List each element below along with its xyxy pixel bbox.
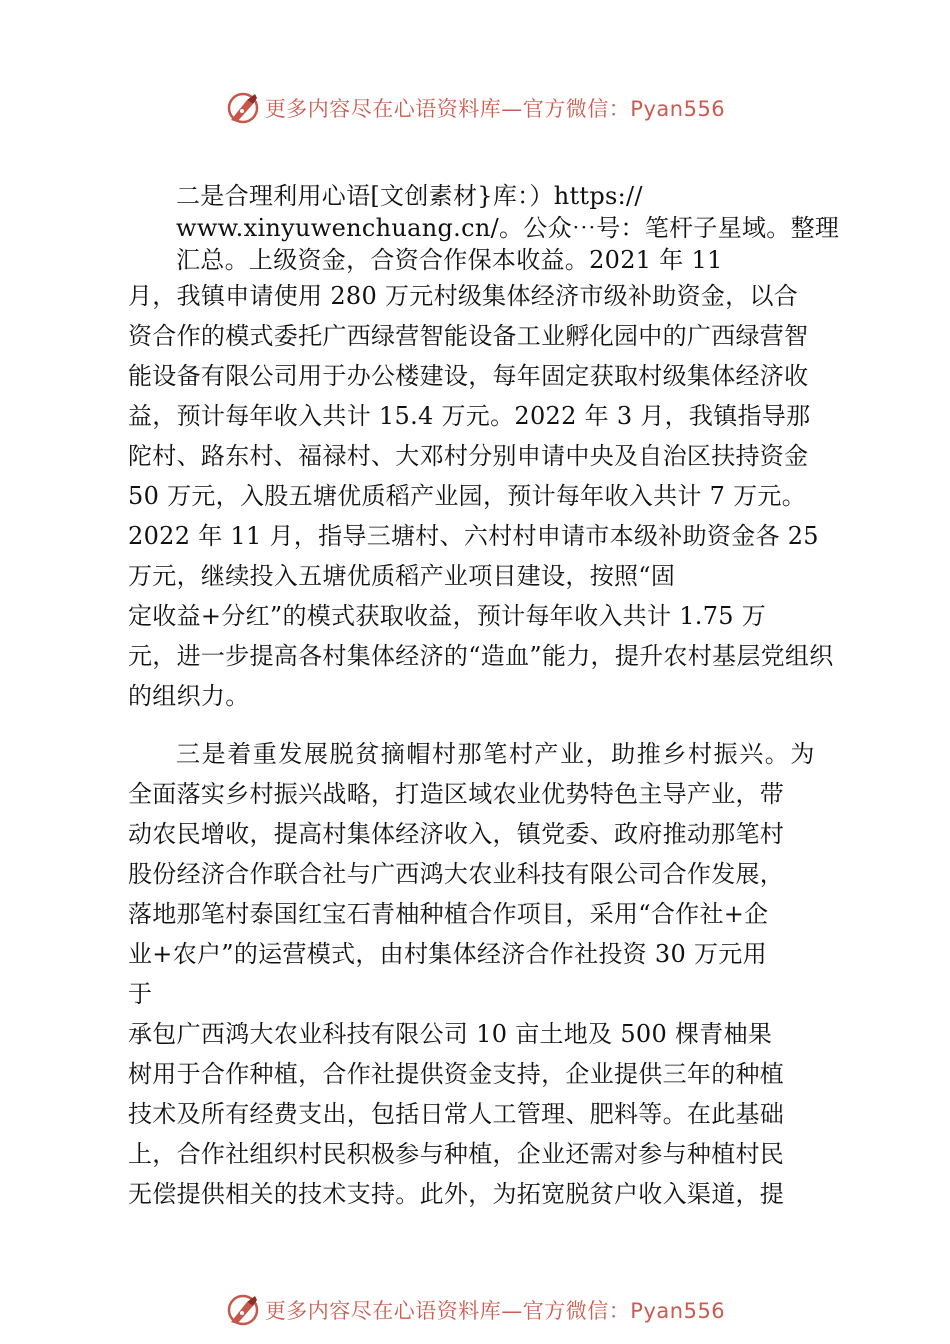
text-line: 无偿提供相关的技术支持。此外，为拓宽脱贫户收入渠道，提 [128, 1180, 785, 1208]
pen-nib-logo-icon [225, 90, 261, 126]
text-line: 50 万元，入股五塘优质稻产业园，预计每年收入共计 7 万元。 [128, 482, 806, 510]
text-line: 二是合理利用心语[文创素材}库：）https:// [176, 182, 643, 210]
paragraph-2 [128, 734, 828, 1214]
text-line: 承包广西鸿大农业科技有限公司 10 亩土地及 500 棵青柚果 [128, 1020, 773, 1048]
text-line: 资合作的模式委托广西绿营智能设备工业孵化园中的广西绿营智 [128, 322, 809, 350]
text-line: 技术及所有经费支出，包括日常人工管理、肥料等。在此基础 [128, 1100, 785, 1128]
document-body [128, 180, 840, 1214]
text-line: 动农民增收，提高村集体经济收入，镇党委、政府推动那笔村 [128, 820, 785, 848]
text-line: 的组织力。 [128, 682, 250, 710]
paragraph-1 [128, 180, 840, 716]
footer-banner [0, 1290, 950, 1330]
text-line: 益，预计每年收入共计 15.4 万元。2022 年 3 月，我镇指导那 [128, 402, 811, 430]
text-line: 落地那笔村泰国红宝石青柚种植合作项目，采用“合作社+企 [128, 900, 769, 928]
text-line: 元，进一步提高各村集体经济的“造血”能力，提升农村基层党组织 [128, 642, 834, 670]
text-line: 股份经济合作联合社与广西鸿大农业科技有限公司合作发展， [128, 860, 785, 888]
text-line: 上，合作社组织村民积极参与种植，企业还需对参与种植村民 [128, 1140, 785, 1168]
text-line: 月，我镇申请使用 280 万元村级集体经济市级补助资金，以合 [128, 282, 799, 310]
header-banner [0, 88, 950, 128]
text-line: www.xinyuwenchuang.cn/。公众⋯号：笔杆子星域。整理 [176, 214, 840, 242]
text-line: 全面落实乡村振兴战略，打造区域农业优势特色主导产业，带 [128, 780, 785, 808]
text-line: 树用于合作种植，合作社提供资金支持，企业提供三年的种植 [128, 1060, 785, 1088]
pen-nib-logo-icon [225, 1292, 261, 1328]
header-banner-text: 更多内容尽在心语资料库—官方微信：Pyan556 [264, 97, 726, 121]
text-line: 定收益+分红”的模式获取收益，预计每年收入共计 1.75 万 [128, 602, 767, 630]
text-line: 万元，继续投入五塘优质稻产业项目建设，按照“固 [128, 562, 676, 590]
text-line: 三是着重发展脱贫摘帽村那笔村产业，助推乡村振兴。为 [176, 740, 816, 768]
footer-banner-text: 更多内容尽在心语资料库—官方微信：Pyan556 [264, 1299, 726, 1323]
text-line: 陀村、路东村、福禄村、大邓村分别申请中央及自治区扶持资金 [128, 442, 809, 470]
text-line: 2022 年 11 月，指导三塘村、六村村申请市本级补助资金各 25 [128, 522, 819, 550]
text-line: 汇总。上级资金，合资合作保本收益。2021 年 11 [176, 246, 723, 274]
text-line: 业+农户”的运营模式，由村集体经济合作社投资 30 万元用 [128, 940, 767, 968]
text-line: 于 [128, 980, 153, 1008]
text-line: 能设备有限公司用于办公楼建设，每年固定获取村级集体经济收 [128, 362, 809, 390]
